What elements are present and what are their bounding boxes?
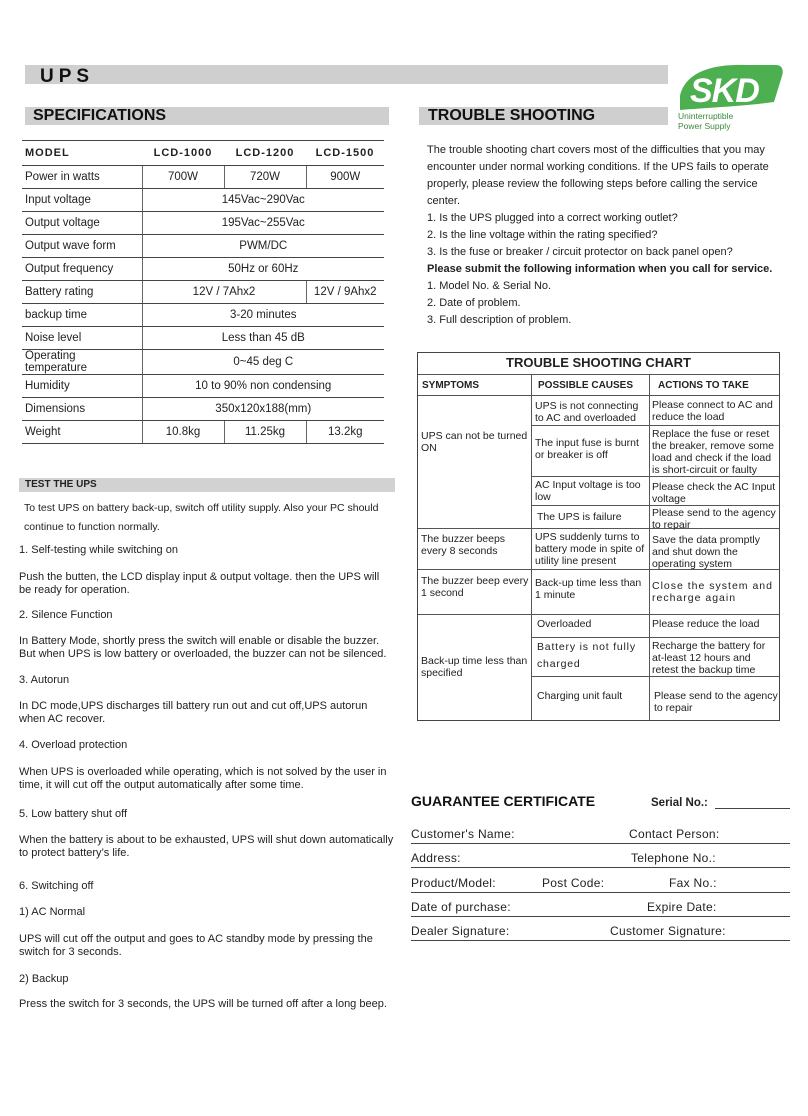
table-row	[22, 350, 384, 375]
cause-cell: AC Input voltage is too low	[535, 479, 641, 503]
post-code-label: Post Code:	[542, 876, 605, 890]
cause-cell: The input fuse is burnt or breaker is off	[535, 437, 639, 461]
row-label: Dimensions	[22, 398, 142, 421]
table-row	[22, 375, 384, 398]
row-label: Input voltage	[22, 189, 142, 212]
column-header: LCD-1200	[224, 141, 306, 166]
check-item: 2. Is the line voltage within the rating specified?	[427, 229, 658, 241]
low-battery-title: 5. Low battery shut off	[19, 808, 128, 820]
body-line: be ready for operation.	[19, 584, 130, 596]
cause-cell: Back-up time less than 1 minute	[535, 577, 642, 601]
body-line: to protect battery’s life.	[19, 847, 130, 859]
action-cell: Please check the AC Input voltage	[652, 481, 776, 505]
row-label: Operating temperature	[22, 350, 142, 375]
symptom-cell: The buzzer beep every 1 second	[421, 575, 529, 599]
row-label: Battery rating	[22, 281, 142, 304]
row-label: backup time	[22, 304, 142, 327]
contact-person-label: Contact Person:	[629, 827, 720, 841]
silence-title: 2. Silence Function	[19, 609, 113, 621]
header-causes: POSSIBLE CAUSES	[538, 380, 634, 391]
intro-line: properly, please review the following steps before calling the service	[427, 178, 758, 190]
table-row	[22, 327, 384, 350]
backup-title: 2) Backup	[19, 973, 69, 985]
body-line: when AC recover.	[19, 713, 106, 725]
table-row	[22, 166, 384, 189]
row-label: Weight	[22, 421, 142, 444]
check-item: 1. Is the UPS plugged into a correct working outlet?	[427, 212, 678, 224]
troubleshooting-title: TROUBLE SHOOTING	[428, 107, 596, 124]
customer-name-label: Customer's Name:	[411, 827, 515, 841]
test-ups-heading: TEST THE UPS	[19, 478, 395, 492]
serial-label: Serial No.:	[651, 797, 708, 809]
table-row	[22, 398, 384, 421]
self-test-title: 1. Self-testing while switching on	[19, 544, 178, 556]
row-label: Humidity	[22, 375, 142, 398]
action-cell: Please reduce the load	[652, 618, 760, 630]
guarantee-title: GUARANTEE CERTIFICATE	[411, 793, 596, 809]
cell: 12V / 7Ahx2	[142, 281, 306, 304]
cell: 350x120x188(mm)	[142, 398, 384, 421]
cause-cell: The UPS is failure	[537, 511, 622, 523]
body-line: In Battery Mode, shortly press the switch will enable or disable the buzzer.	[19, 635, 380, 647]
table-row	[22, 141, 384, 166]
autorun-body	[19, 700, 367, 726]
cell: 10.8kg	[142, 421, 224, 444]
specifications-title: SPECIFICATIONS	[33, 107, 167, 124]
dealer-signature-label: Dealer Signature:	[411, 924, 510, 938]
cause-cell: Overloaded	[537, 618, 592, 630]
action-cell: Save the data promptly and shut down the operating system	[652, 534, 760, 570]
cell: 3-20 minutes	[142, 304, 384, 327]
symptom-cell: UPS can not be turned ON	[421, 430, 528, 454]
cell: Less than 45 dB	[142, 327, 384, 350]
page-title: UPS	[40, 66, 95, 87]
header-bar	[25, 65, 668, 84]
product-model-line[interactable]	[411, 892, 790, 893]
row-label: Output wave form	[22, 235, 142, 258]
cell: 50Hz or 60Hz	[142, 258, 384, 281]
customer-name-line[interactable]	[411, 843, 790, 844]
cell: 11.25kg	[224, 421, 306, 444]
switching-off-title: 6. Switching off	[19, 880, 94, 892]
overload-body	[19, 766, 386, 792]
info-item: 3. Full description of problem.	[427, 314, 572, 326]
table-row	[22, 258, 384, 281]
date-purchase-line[interactable]	[411, 916, 790, 917]
date-purchase-label: Date of purchase:	[411, 900, 511, 914]
body-line: In DC mode,UPS discharges till battery run out and cut off,UPS autorun	[19, 700, 368, 712]
action-cell: Close the system and recharge again	[652, 580, 773, 604]
table-row	[22, 235, 384, 258]
submit-note: Please submit the following information when you call for service.	[427, 263, 773, 275]
action-cell: Recharge the battery for at-least 12 hours and retest the backup time	[652, 640, 766, 676]
cell: 0~45 deg C	[142, 350, 384, 375]
header-actions: ACTIONS TO TAKE	[658, 380, 749, 391]
body-line: When the battery is about to be exhausted, UPS will shut down automatically	[19, 834, 394, 846]
customer-signature-label: Customer Signature:	[610, 924, 726, 938]
check-item: 3. Is the fuse or breaker / circuit protector on back panel open?	[427, 246, 733, 258]
table-row	[22, 189, 384, 212]
backup-body: Press the switch for 3 seconds, the UPS will be turned off after a long beep.	[19, 998, 387, 1010]
svg-text:SKD: SKD	[690, 72, 759, 110]
action-cell: Please send to the agency to repair	[652, 507, 776, 531]
telephone-label: Telephone No.:	[631, 851, 716, 865]
cause-cell: UPS is not connecting to AC and overloaded	[535, 400, 639, 424]
cell: 12V / 9Ahx2	[306, 281, 384, 304]
action-cell: Please connect to AC and reduce the load	[652, 399, 773, 423]
body-line: UPS will cut off the output and goes to AC standby mode by pressing the	[19, 933, 373, 945]
address-line[interactable]	[411, 867, 790, 868]
cell: 145Vac~290Vac	[142, 189, 384, 212]
autorun-title: 3. Autorun	[19, 674, 70, 686]
row-label: Output voltage	[22, 212, 142, 235]
cause-cell: Charging unit fault	[537, 690, 623, 702]
cell: 13.2kg	[306, 421, 384, 444]
table-row	[22, 421, 384, 444]
cell: 195Vac~255Vac	[142, 212, 384, 235]
body-line: switch for 3 seconds.	[19, 946, 122, 958]
intro-line: encounter under normal working conditions. If the UPS fails to operate	[427, 161, 769, 173]
body-line: Push the butten, the LCD display input & output voltage. then the UPS will	[19, 571, 380, 583]
table-row	[22, 281, 384, 304]
cell: 700W	[142, 166, 224, 189]
address-label: Address:	[411, 851, 461, 865]
cell: 720W	[224, 166, 306, 189]
troubleshooting-chart	[417, 352, 780, 721]
body-line: When UPS is overloaded while operating, which is not solved by the user in	[19, 766, 387, 778]
overload-title: 4. Overload protection	[19, 739, 128, 751]
silence-body	[19, 635, 387, 661]
cell: PWM/DC	[142, 235, 384, 258]
symptom-cell: Back-up time less than specified	[421, 655, 528, 679]
ac-normal-title: 1) AC Normal	[19, 906, 86, 918]
column-header: MODEL	[22, 141, 142, 166]
column-header: LCD-1500	[306, 141, 384, 166]
fax-label: Fax No.:	[669, 876, 717, 890]
logo-sub-line-2: Power Supply	[678, 121, 731, 131]
intro-line: The trouble shooting chart covers most of the difficulties that you may	[427, 144, 765, 156]
test-intro-line: To test UPS on battery back-up, switch off utility supply. Also your PC should	[24, 502, 379, 514]
action-cell: Replace the fuse or reset the breaker, remove some load and check if the load is short-circuit or faulty	[652, 428, 774, 476]
self-test-body	[19, 571, 379, 597]
table-row	[22, 304, 384, 327]
expire-date-label: Expire Date:	[647, 900, 717, 914]
logo-sub-line-1: Uninterruptible	[678, 111, 734, 121]
body-line: But when UPS is low battery or overloaded, the buzzer can not be silenced.	[19, 648, 387, 660]
table-row	[22, 212, 384, 235]
specifications-table	[22, 140, 384, 444]
serial-input-line[interactable]	[715, 808, 790, 809]
test-intro-line: continue to function normally.	[24, 521, 160, 533]
low-battery-body	[19, 834, 393, 860]
info-item: 1. Model No. & Serial No.	[427, 280, 552, 292]
body-line: time, it will cut off the output automatically after some time.	[19, 779, 304, 791]
symptom-cell: The buzzer beeps every 8 seconds	[421, 533, 506, 557]
cause-cell: UPS suddenly turns to battery mode in spite of utility line present	[535, 531, 645, 567]
row-label: Noise level	[22, 327, 142, 350]
troubleshooting-intro	[427, 142, 772, 329]
chart-title: TROUBLE SHOOTING CHART	[506, 355, 691, 370]
info-item: 2. Date of problem.	[427, 297, 521, 309]
signature-line[interactable]	[411, 940, 790, 941]
cause-cell: Battery is not fully charged	[537, 641, 636, 670]
test-intro	[24, 499, 378, 537]
action-cell: Please send to the agency to repair	[654, 690, 778, 714]
header-symptoms: SYMPTOMS	[422, 380, 480, 391]
row-label: Power in watts	[22, 166, 142, 189]
logo-subtitle	[678, 111, 733, 131]
row-label: Output frequency	[22, 258, 142, 281]
product-model-label: Product/Model:	[411, 876, 496, 890]
ac-normal-body	[19, 933, 373, 959]
column-header: LCD-1000	[142, 141, 224, 166]
cell: 10 to 90% non condensing	[142, 375, 384, 398]
intro-line: center.	[427, 195, 461, 207]
cell: 900W	[306, 166, 384, 189]
